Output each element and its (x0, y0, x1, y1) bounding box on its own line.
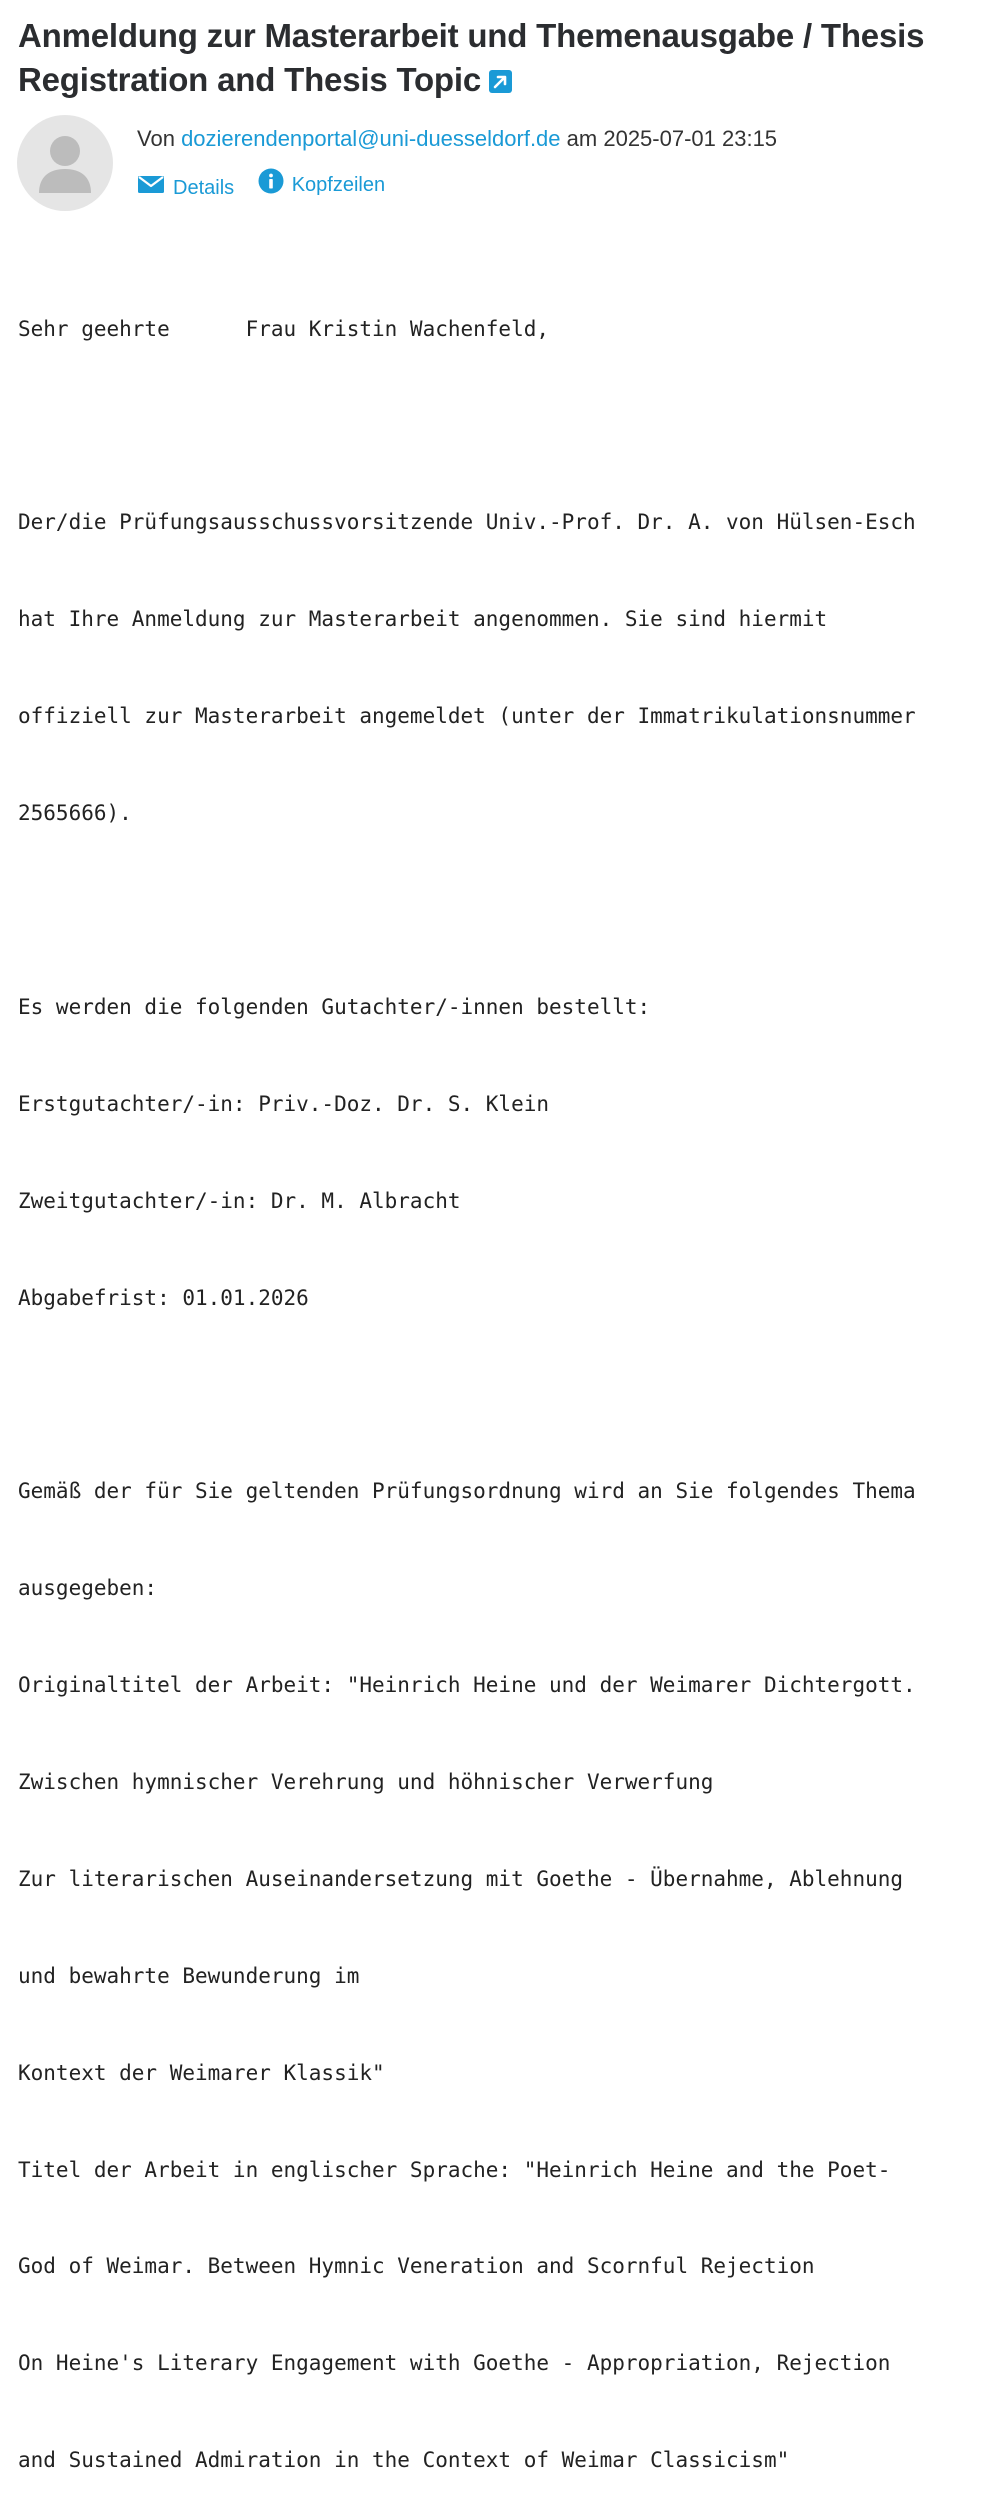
body-line: ausgegeben: (18, 1576, 158, 1601)
body-line: Zweitgutachter/-in: Dr. M. Albracht (18, 1188, 461, 1213)
headers-label: Kopfzeilen (291, 174, 386, 196)
body-line: Zur literarischen Auseinandersetzung mit Goethe - Übernahme, Ablehnung (18, 1866, 904, 1891)
body-line: Gemäß der für Sie geltenden Prüfungsordnung wird an Sie folgendes Thema (18, 1479, 916, 1504)
body-line: Erstgutachter/-in: Priv.-Doz. Dr. S. Klein (18, 1091, 550, 1116)
body-line: Kontext der Weimarer Klassik" (18, 2060, 385, 2085)
info-icon (258, 168, 284, 202)
body-line: Titel der Arbeit in englischer Sprache: "Heinrich Heine and the Poet- (18, 2157, 891, 2182)
body-line: hat Ihre Anmeldung zur Masterarbeit angenommen. Sie sind hiermit (18, 607, 828, 632)
body-line: und bewahrte Bewunderung im (18, 1963, 360, 1988)
body-line: 2565666). (18, 801, 132, 826)
envelope-icon (137, 174, 165, 202)
body-line: Abgabefrist: 01.01.2026 (18, 1285, 309, 1310)
email-date: 2025-07-01 23:15 (603, 126, 778, 151)
from-prefix: Von (137, 126, 175, 151)
body-line (18, 1378, 978, 1410)
body-line: offiziell zur Masterarbeit angemeldet (unter der Immatrikulationsnummer (18, 704, 916, 729)
sender-email-link[interactable]: dozierendenportal@uni-duesseldorf.de (181, 126, 561, 151)
body-line: and Sustained Admiration in the Context of Weimar Classicism" (18, 2448, 790, 2473)
body-line: Originaltitel der Arbeit: "Heinrich Heine und der Weimarer Dichtergott. (18, 1673, 916, 1698)
body-line: Der/die Prüfungsausschussvorsitzende Univ.-Prof. Dr. A. von Hülsen-Esch (18, 510, 916, 535)
email-subject-text: Anmeldung zur Masterarbeit und Themenausgabe / Thesis Registration and Thesis Topic (18, 17, 925, 98)
sender-avatar (17, 115, 113, 211)
email-actions (137, 168, 385, 202)
body-line: Sehr geehrte Frau Kristin Wachenfeld, (18, 316, 550, 341)
email-subject (18, 14, 973, 102)
details-label: Details (173, 177, 235, 199)
date-prefix: am (566, 126, 598, 151)
details-button[interactable] (137, 174, 234, 202)
email-body (18, 248, 978, 2509)
body-line: Zwischen hymnischer Verehrung und höhnischer Verwerfung (18, 1769, 714, 1794)
body-line: Es werden die folgenden Gutachter/-innen bestellt: (18, 994, 651, 1019)
body-line: On Heine's Literary Engagement with Goethe - Appropriation, Rejection (18, 2351, 891, 2376)
body-line: God of Weimar. Between Hymnic Veneration and Scornful Rejection (18, 2254, 815, 2279)
body-line (18, 894, 978, 926)
user-avatar-icon (17, 115, 113, 211)
headers-button[interactable] (258, 168, 385, 202)
sender-line (137, 124, 777, 154)
body-line (18, 409, 978, 441)
external-link-icon[interactable] (489, 70, 512, 93)
